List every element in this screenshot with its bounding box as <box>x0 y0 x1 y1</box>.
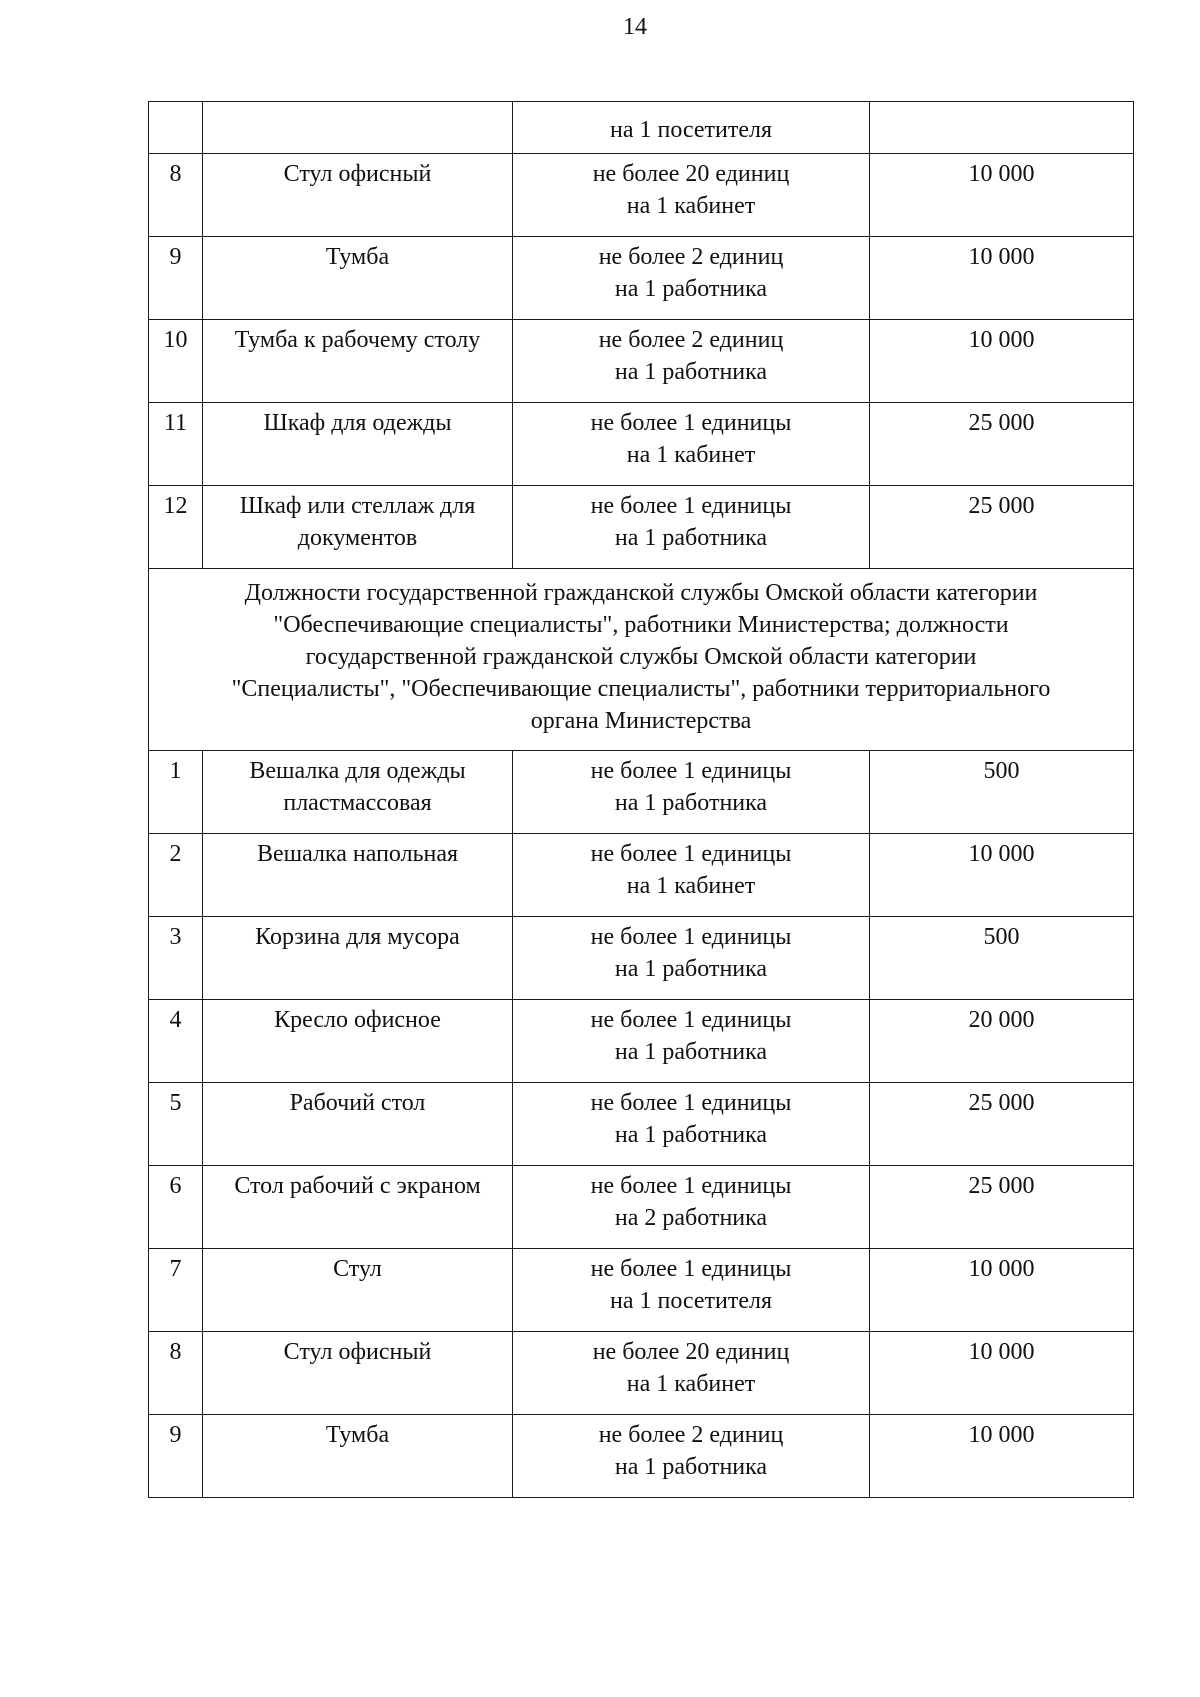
cell-line: Стул офисный <box>283 161 432 187</box>
cell-price: 25 000 <box>870 1083 1134 1166</box>
cell-line: на 1 работника <box>614 1039 768 1065</box>
cell-line: Стул офисный <box>283 1339 432 1365</box>
cell-line: на 2 работника <box>614 1205 768 1231</box>
page-number: 14 <box>623 14 647 40</box>
cell-line: Шкаф для одежды <box>263 410 452 436</box>
cell-name <box>203 1000 513 1083</box>
cell-line: не более 20 единиц <box>592 1339 790 1365</box>
cell-num: 9 <box>149 237 203 320</box>
cell-line: Тумба <box>325 1422 390 1448</box>
cell-num: 9 <box>149 1415 203 1498</box>
cell-num: 11 <box>149 403 203 486</box>
cell-line: документов <box>297 525 418 551</box>
table-row <box>149 1415 1134 1498</box>
cell-price: 10 000 <box>870 834 1134 917</box>
table-row <box>149 320 1134 403</box>
furniture-norms-table <box>148 101 1134 1498</box>
cell-name <box>203 1332 513 1415</box>
cell-name <box>203 403 513 486</box>
cell-num: 6 <box>149 1166 203 1249</box>
cell-num: 7 <box>149 1249 203 1332</box>
cell-line: на 1 работника <box>614 956 768 982</box>
quantity-line: на 1 посетителя <box>609 117 773 143</box>
cell-name <box>203 834 513 917</box>
cell-num: 10 <box>149 320 203 403</box>
cell-name <box>203 237 513 320</box>
table-row <box>149 1249 1134 1332</box>
section-header-row <box>149 569 1134 751</box>
cell-name <box>203 320 513 403</box>
cell-num: 12 <box>149 486 203 569</box>
table-row <box>149 751 1134 834</box>
cell-line: не более 1 единицы <box>590 410 792 436</box>
cell-line: на 1 работника <box>614 1122 768 1148</box>
cell-name <box>203 154 513 237</box>
cell-price: 10 000 <box>870 154 1134 237</box>
cell-price: 10 000 <box>870 1249 1134 1332</box>
cell-line: государственной гражданской службы Омской области категории <box>305 644 977 670</box>
cell-line: Кресло офисное <box>274 1007 441 1033</box>
cell-line: не более 1 единицы <box>590 1007 792 1033</box>
table-row <box>149 917 1134 1000</box>
cell-quantity <box>513 102 870 154</box>
cell-num <box>149 102 203 154</box>
cell-price: 25 000 <box>870 1166 1134 1249</box>
cell-quantity <box>513 1000 870 1083</box>
cell-line: Вешалка для одежды <box>249 758 466 784</box>
table-row <box>149 1000 1134 1083</box>
cell-line: не более 2 единиц <box>598 327 784 353</box>
cell-line: Должности государственной гражданской службы Омской области категории <box>244 580 1038 606</box>
cell-line: органа Министерства <box>530 708 752 734</box>
cell-num: 8 <box>149 154 203 237</box>
cell-quantity <box>513 917 870 1000</box>
cell-name <box>203 1083 513 1166</box>
cell-quantity <box>513 486 870 569</box>
cell-line: не более 1 единицы <box>590 1090 792 1116</box>
cell-quantity <box>513 1166 870 1249</box>
table-row-continuation <box>149 102 1134 154</box>
section-header <box>149 569 1134 751</box>
cell-line: на 1 работника <box>614 276 768 302</box>
cell-price: 25 000 <box>870 486 1134 569</box>
cell-line: не более 2 единиц <box>598 1422 784 1448</box>
cell-price <box>870 102 1134 154</box>
cell-price: 500 <box>870 751 1134 834</box>
cell-line: "Специалисты", "Обеспечивающие специалисты", работники территориального <box>231 676 1051 702</box>
table-row <box>149 237 1134 320</box>
cell-line: Стул <box>333 1256 382 1282</box>
cell-line: не более 1 единицы <box>590 841 792 867</box>
cell-line: на 1 работника <box>614 1454 768 1480</box>
cell-price: 10 000 <box>870 1415 1134 1498</box>
cell-line: не более 1 единицы <box>590 924 792 950</box>
table-row <box>149 1083 1134 1166</box>
cell-line: Шкаф или стеллаж для <box>239 493 476 519</box>
cell-name <box>203 486 513 569</box>
cell-quantity <box>513 1249 870 1332</box>
cell-quantity <box>513 1415 870 1498</box>
cell-price: 10 000 <box>870 320 1134 403</box>
cell-num: 5 <box>149 1083 203 1166</box>
table-row <box>149 1332 1134 1415</box>
cell-price: 20 000 <box>870 1000 1134 1083</box>
cell-quantity <box>513 1332 870 1415</box>
cell-line: на 1 работника <box>614 525 768 551</box>
cell-price: 10 000 <box>870 237 1134 320</box>
cell-num: 2 <box>149 834 203 917</box>
cell-name <box>203 1166 513 1249</box>
cell-name <box>203 917 513 1000</box>
cell-line: Вешалка напольная <box>256 841 459 867</box>
cell-num: 8 <box>149 1332 203 1415</box>
cell-line: не более 1 единицы <box>590 1256 792 1282</box>
cell-line: на 1 кабинет <box>626 193 756 219</box>
cell-line: не более 20 единиц <box>592 161 790 187</box>
cell-quantity <box>513 403 870 486</box>
cell-line: на 1 работника <box>614 359 768 385</box>
cell-name <box>203 751 513 834</box>
table-row <box>149 1166 1134 1249</box>
table-row <box>149 834 1134 917</box>
table-row <box>149 486 1134 569</box>
cell-quantity <box>513 1083 870 1166</box>
table-row <box>149 154 1134 237</box>
cell-quantity <box>513 320 870 403</box>
cell-line: не более 2 единиц <box>598 244 784 270</box>
cell-line: на 1 посетителя <box>609 1288 773 1314</box>
cell-price: 25 000 <box>870 403 1134 486</box>
cell-line: пластмассовая <box>283 790 432 816</box>
cell-line: Рабочий стол <box>289 1090 426 1116</box>
cell-quantity <box>513 154 870 237</box>
cell-price: 10 000 <box>870 1332 1134 1415</box>
cell-num: 1 <box>149 751 203 834</box>
cell-quantity <box>513 237 870 320</box>
cell-quantity <box>513 834 870 917</box>
cell-line: Стол рабочий с экраном <box>234 1173 481 1199</box>
cell-line: на 1 кабинет <box>626 1371 756 1397</box>
cell-line: на 1 работника <box>614 790 768 816</box>
cell-line: не более 1 единицы <box>590 758 792 784</box>
cell-name <box>203 1415 513 1498</box>
cell-name <box>203 102 513 154</box>
cell-num: 3 <box>149 917 203 1000</box>
cell-line: Тумба к рабочему столу <box>234 327 481 353</box>
table-row <box>149 403 1134 486</box>
table-body <box>149 102 1134 1498</box>
cell-line: Корзина для мусора <box>255 924 460 950</box>
cell-line: на 1 кабинет <box>626 442 756 468</box>
cell-num: 4 <box>149 1000 203 1083</box>
cell-quantity <box>513 751 870 834</box>
cell-line: "Обеспечивающие специалисты", работники Министерства; должности <box>273 612 1009 638</box>
cell-price: 500 <box>870 917 1134 1000</box>
cell-line: Тумба <box>325 244 390 270</box>
cell-line: не более 1 единицы <box>590 493 792 519</box>
cell-line: на 1 кабинет <box>626 873 756 899</box>
cell-name <box>203 1249 513 1332</box>
cell-line: не более 1 единицы <box>590 1173 792 1199</box>
